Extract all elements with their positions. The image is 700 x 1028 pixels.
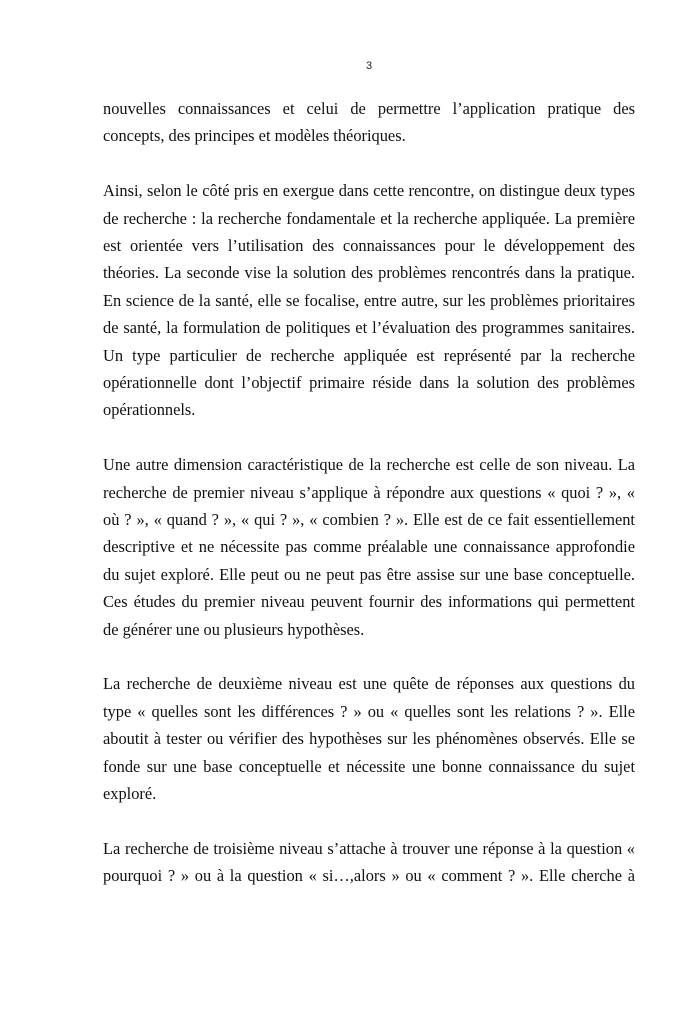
paragraph-3: Une autre dimension caractéristique de la recherche est celle de son niveau. La recherche de premier niveau s’applique à répondre aux questions « quoi ? », « où ? », « quand ? », « qui ? », « combien ? ». Elle est de ce fait essentiellement descriptive et ne nécessite pas comme préalable une connaissance approfondie du sujet exploré. Elle peut ou ne peut pas être assise sur une base conceptuelle. Ces études du premier niveau peuvent fournir des informations qui permettent de générer une ou plusieurs hypothèses. [103,455,635,639]
body-text [103,95,635,917]
paragraph-1: nouvelles connaissances et celui de permettre l’application pratique des concepts, des principes et modèles théoriques. [103,99,635,146]
paragraph-5: La recherche de troisième niveau s’attache à trouver une réponse à la question « pourquoi ? » ou à la question « si…,alors » ou « comment ? ». Elle cherche à [103,838,635,886]
page-number: 3 [365,60,373,72]
paragraph-4: La recherche de deuxième niveau est une quête de réponses aux questions du type « quelles sont les différences ? » ou « quelles sont les relations ? ». Elle aboutit à tester ou vérifier des hypothèses sur les phénomènes observés. Elle se fonde sur une base conceptuelle et nécessite une bonne connaissance du sujet exploré. [103,674,635,804]
paragraph-2: Ainsi, selon le côté pris en exergue dans cette rencontre, on distingue deux types de recherche : la recherche fondamentale et la recherche appliquée. La première est orientée vers l’utilisation des connaissances pour le développement des théories. La seconde vise la solution des problèmes rencontrés dans la pratique. En science de la santé, elle se focalise, entre autre, sur les problèmes prioritaires de santé, la formulation de politiques et l’évaluation des programmes sanitaires. Un type particulier de recherche appliquée est représenté par la recherche opérationnelle dont l’objectif primaire réside dans la solution des problèmes opérationnels. [103,181,635,420]
